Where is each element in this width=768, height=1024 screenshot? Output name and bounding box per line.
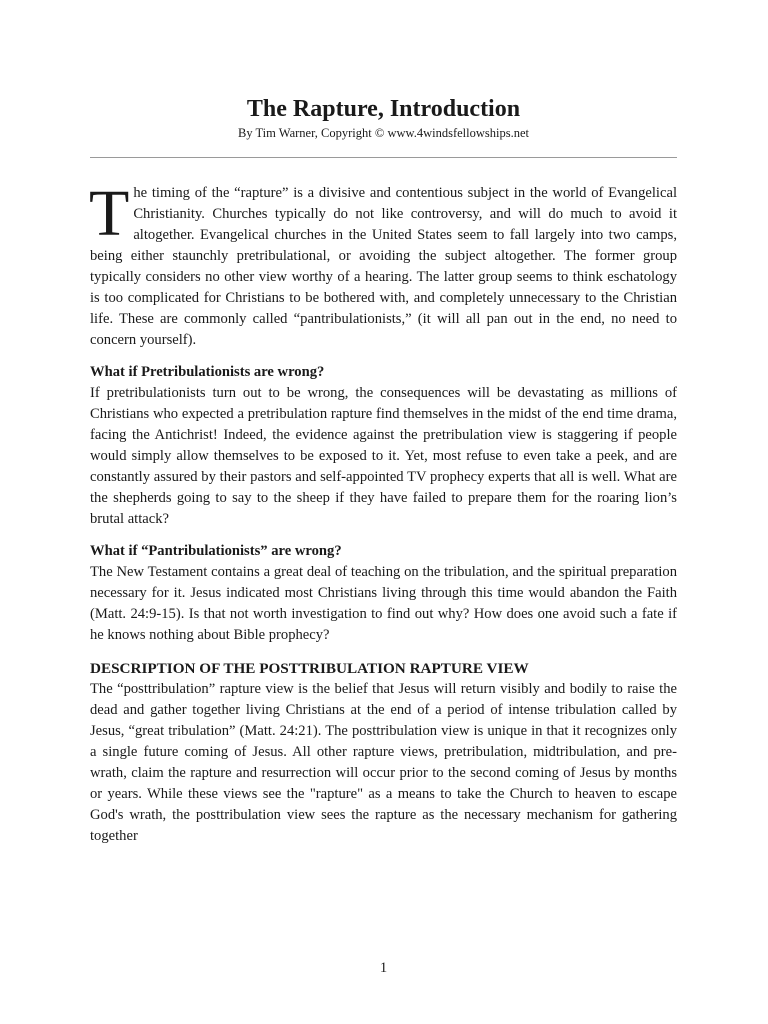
byline: By Tim Warner, Copyright © www.4windsfellowships.net [238,126,529,140]
title-divider [90,157,677,158]
page-title: The Rapture, Introduction [246,96,521,122]
section-heading-pantribulationists: What if “Pantribulationists” are wrong? [90,543,342,559]
intro-paragraph [89,177,677,351]
intro-text: he timing of the “rapture” is a divisive and contentious subject in the world of Evangelical Christianity. Churches typically do not like controversy, and will do much to avoid it altogether. Evangelical churches in the United States seem to fall largely into two camps, being either staunchly pretribulational, or avoiding the subject altogether. The former group typically considers no other view worthy of a hearing. The latter group seems to think eschatology is too complicated for Christians to be bothered with, and completely unnecessary to the Christian life. These are commonly called “pantribulationists,” (it will all pan out in the end, no need to concern yourself). [90,185,677,348]
drop-cap: T [89,177,130,250]
section-paragraph-pretribulationists: If pretribulationists turn out to be wrong, the consequences will be devastating as millions of Christians who expected a pretribulation rapture find themselves in the midst of the end time drama, facing the Antichrist! Indeed, the evidence against the pretribulation view is staggering if people would simply allow themselves to be exposed to it. Yet, most refuse to even take a peek, and are constantly assured by their pastors and self-appointed TV prophecy experts that all is well. What are the shepherds going to say to the sheep if they have failed to prepare them for the roaring lion’s brutal attack? [90,385,677,527]
document-body [89,177,677,847]
page-number: 1 [379,960,388,976]
section-paragraph-posttribulation: The “posttribulation” rapture view is the belief that Jesus will return visibly and bodily to raise the dead and gather together living Christians at the end of a period of intense tribulation called by Jesus, “great tribulation” (Matt. 24:21). The posttribulation view is unique in that it recognizes only a single future coming of Jesus. All other rapture views, pretribulation, midtribulation, and pre-wrath, claim the rapture and resurrection will occur prior to the second coming of Jesus by months or years. While these views see the "rapture" as a means to take the Church to heaven to escape God's wrath, the posttribulation view sees the rapture as the necessary mechanism for gathering together [90,681,677,844]
section-heading-posttribulation: DESCRIPTION OF THE POSTTRIBULATION RAPTURE VIEW [90,660,529,677]
section-paragraph-pantribulationists: The New Testament contains a great deal of teaching on the tribulation, and the spiritual preparation necessary for it. Jesus indicated most Christians living through this time would abandon the Faith (Matt. 24:9-15). Is that not worth investigation to find out why? How does one avoid such a fate if he knows nothing about Bible prophecy? [90,564,677,643]
section-heading-pretribulationists: What if Pretribulationists are wrong? [90,364,325,380]
document-page [90,0,677,1024]
